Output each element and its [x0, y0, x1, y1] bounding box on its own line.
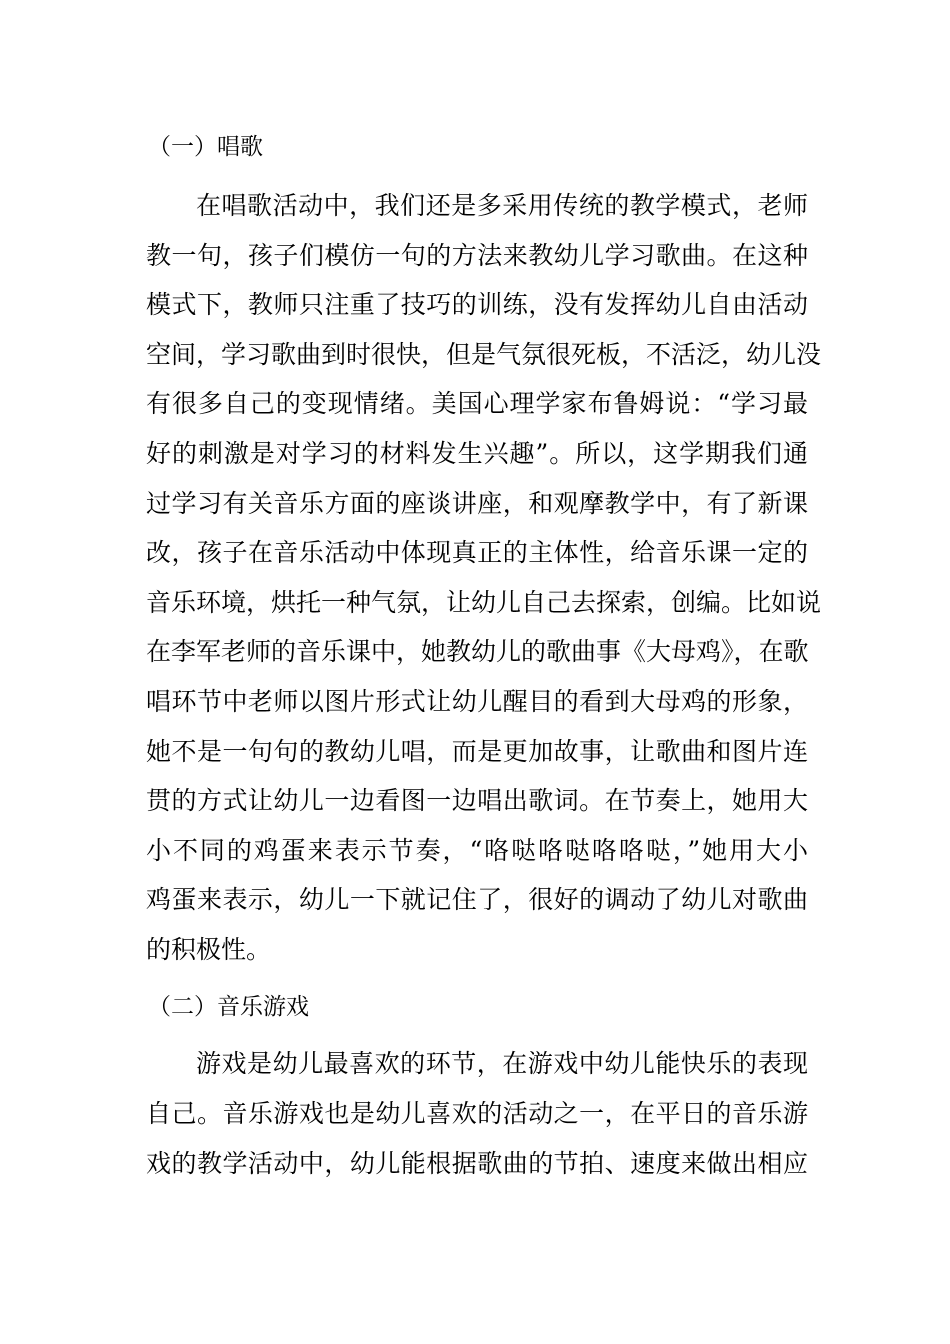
paragraph-line: 过学习有关音乐方面的座谈讲座，和观摩教学中，有了新课 [146, 489, 808, 518]
paragraph-line: 小不同的鸡蛋来表示节奏，“咯哒咯哒咯咯哒，”她用大小 [146, 836, 808, 865]
paragraph-line: 在唱歌活动中，我们还是多采用传统的教学模式，老师 [196, 191, 808, 220]
paragraph-line: 戏的教学活动中，幼儿能根据歌曲的节拍、速度来做出相应 [146, 1149, 808, 1178]
paragraph-line: 音乐环境，烘托一种气氛，让幼儿自己去探索，创编。比如说 [146, 588, 822, 617]
paragraph-line: 她不是一句句的教幼儿唱，而是更加故事，让歌曲和图片连 [146, 737, 808, 766]
paragraph-line: 空间，学习歌曲到时很快，但是气氛很死板，不活泛，幼儿没 [146, 340, 822, 369]
paragraph-line: 教一句，孩子们模仿一句的方法来教幼儿学习歌曲。在这种 [146, 241, 808, 270]
paragraph-line: 自己。音乐游戏也是幼儿喜欢的活动之一，在平日的音乐游 [146, 1099, 808, 1128]
paragraph-line: 游戏是幼儿最喜欢的环节，在游戏中幼儿能快乐的表现 [196, 1049, 808, 1078]
paragraph-line: 有很多自己的变现情绪。美国心理学家布鲁姆说：“学习最 [146, 389, 808, 418]
section-heading-singing: （一）唱歌 [148, 134, 263, 160]
paragraph-line: 贯的方式让幼儿一边看图一边唱出歌词。在节奏上，她用大 [146, 786, 808, 815]
paragraph-line: 唱环节中老师以图片形式让幼儿醒目的看到大母鸡的形象， [146, 687, 808, 716]
paragraph-line: 的积极性。 [146, 935, 272, 964]
paragraph-line: 鸡蛋来表示，幼儿一下就记住了，很好的调动了幼儿对歌曲 [146, 885, 808, 914]
paragraph-line: 在李军老师的音乐课中，她教幼儿的歌曲事《大母鸡》，在歌 [146, 637, 809, 666]
paragraph-line: 模式下，教师只注重了技巧的训练，没有发挥幼儿自由活动 [146, 290, 808, 319]
section-heading-music-games: （二）音乐游戏 [148, 994, 309, 1020]
paragraph-line: 改，孩子在音乐活动中体现真正的主体性，给音乐课一定的 [146, 538, 808, 567]
paragraph-line: 好的刺激是对学习的材料发生兴趣”。所以，这学期我们通 [146, 439, 808, 468]
